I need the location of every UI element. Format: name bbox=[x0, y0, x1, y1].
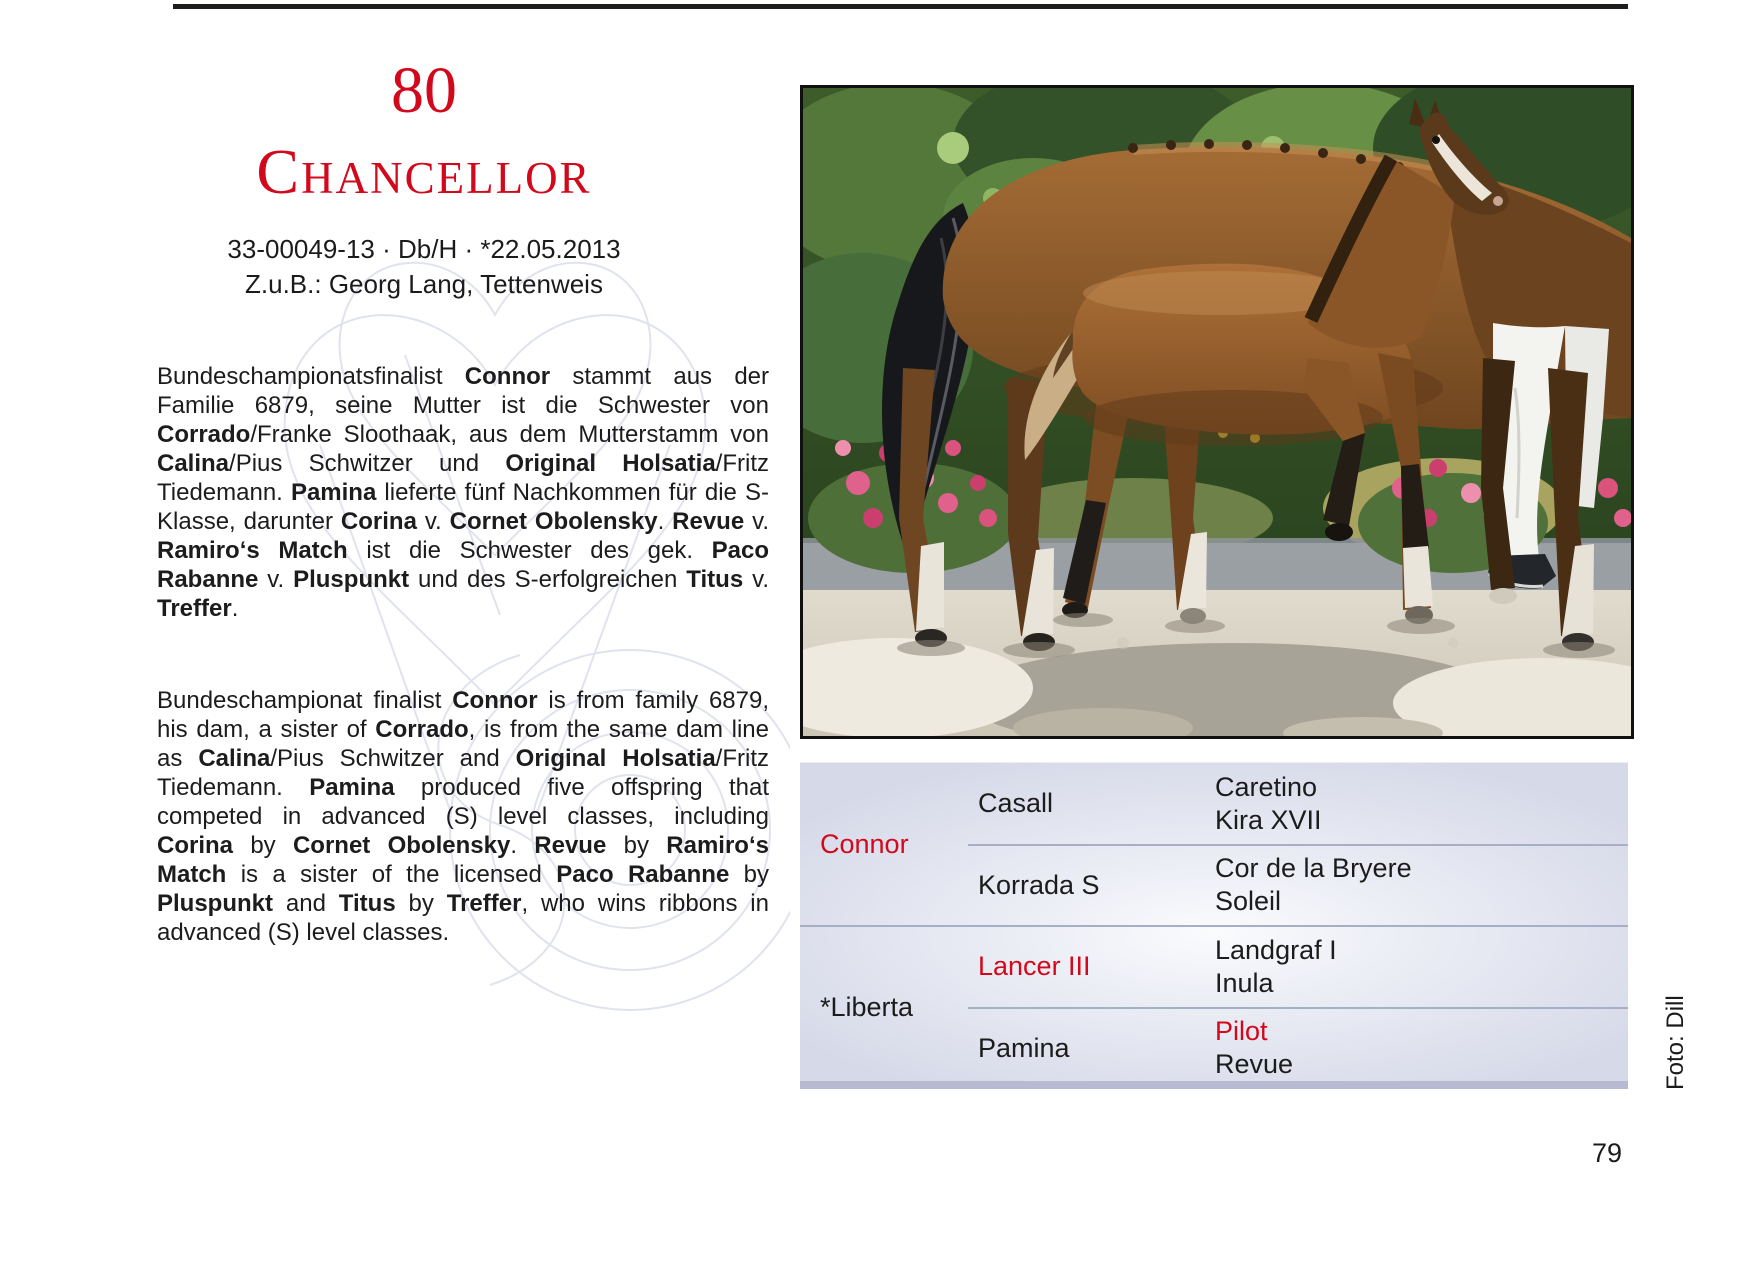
top-rule bbox=[173, 4, 1628, 9]
pedigree-gen3-cell: Landgraf I Inula bbox=[1215, 934, 1337, 998]
pedigree-sire: Connor bbox=[820, 829, 909, 859]
horse-photo bbox=[800, 85, 1634, 739]
description-german: Bundeschampionatsfinalist Connor stammt aus der Familie 6879, seine Mutter ist die Schwester von Corrado/Franke Sloothaak, aus dem Mutterstamm von Calina/Pius Schwitzer und Original Holsatia/Fritz Tiedemann. Pamina lieferte fünf Nachkommen für die S-Klasse, darunter Corina v. Cornet Obolensky. Revue v. Ramiro‘s Match ist die Schwester des gek. Paco Rabanne v. Pluspunkt und des S-erfolgreichen Titus v. Treffer. bbox=[157, 363, 770, 622]
pedigree-dam: *Liberta bbox=[820, 992, 914, 1022]
pedigree-gen3-cell: Pilot Revue bbox=[1215, 1016, 1294, 1080]
pedigree-dam-sire: Lancer III bbox=[978, 951, 1091, 982]
horse-name: Chancellor bbox=[256, 136, 592, 207]
registration-line: 33-00049-13 · Db/H · *22.05.2013 bbox=[227, 234, 621, 264]
horse-photo-graphic bbox=[803, 88, 1631, 736]
pedigree-table bbox=[800, 762, 1628, 1089]
pedigree-gen3-cell: Caretino Kira XVII bbox=[1215, 771, 1322, 835]
photo-credit: Foto: Dill bbox=[1662, 995, 1689, 1090]
registration-block bbox=[157, 232, 691, 302]
page-number: 79 bbox=[1592, 1138, 1623, 1168]
lot-header bbox=[157, 54, 769, 302]
pedigree-sire-dam: Korrada S bbox=[978, 869, 1100, 900]
description-english: Bundeschampionat finalist Connor is from family 6879, his dam, a sister of Corrado, is from the same dam line as Calina/Pius Schwitzer and Original Holsatia/Fritz Tiedemann. Pamina produced five offspring that competed in advanced (S) level classes, including Corina by Cornet Obolensky. Revue by Ramiro‘s Match is a sister of the licensed Paco Rabanne by Pluspunkt and Titus by Treffer, who wins ribbons in advanced (S) level classes. bbox=[157, 687, 770, 946]
lot-number: 80 bbox=[391, 54, 457, 127]
pedigree-gen3-cell: Cor de la Bryere Soleil bbox=[1215, 853, 1412, 917]
pedigree-sire-sire: Casall bbox=[978, 788, 1054, 819]
breeder-line: Z.u.B.: Georg Lang, Tettenweis bbox=[245, 269, 603, 299]
pedigree-dam-dam: Pamina bbox=[978, 1032, 1070, 1063]
